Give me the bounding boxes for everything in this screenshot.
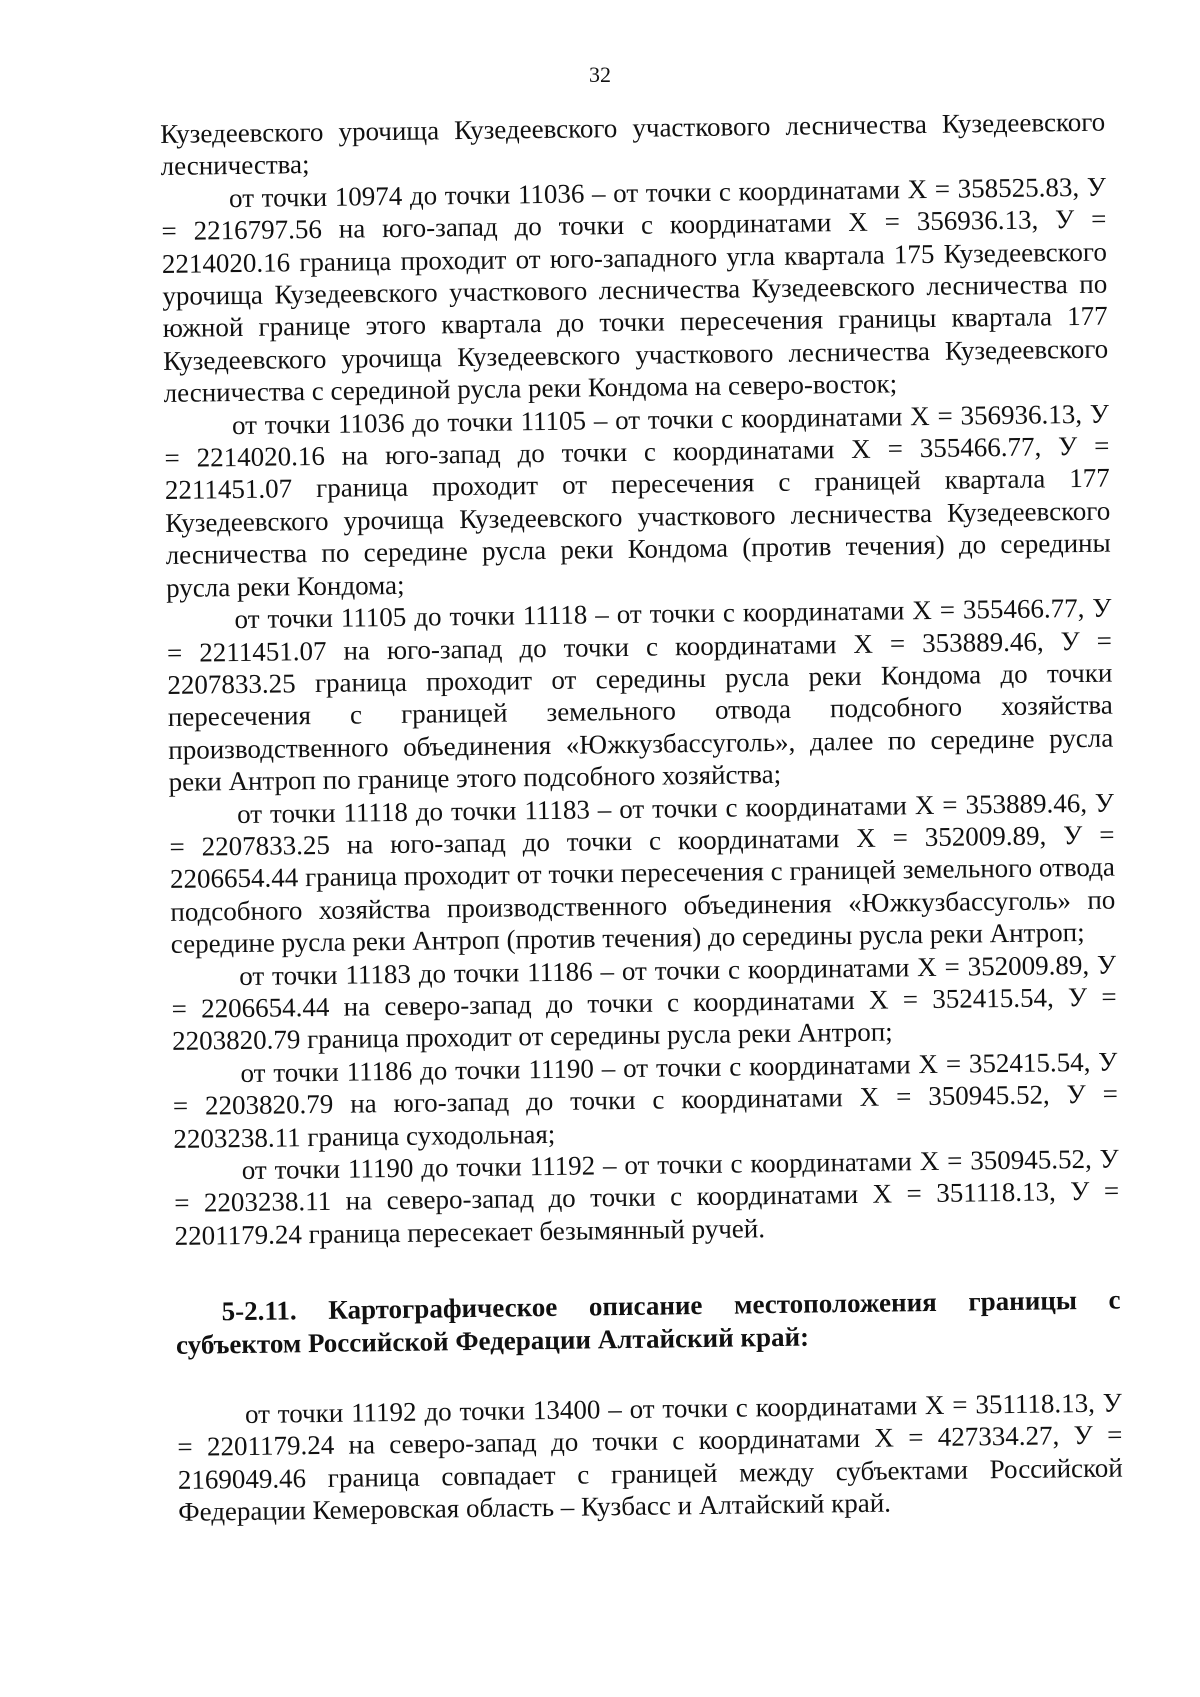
paragraph-9: от точки 11192 до точки 13400 – от точки с координатами Х = 351118.13, У = 2201179.24 на северо-запад до точки с координатами Х = 427334.27, У = 2169049.46 граница совпадает с границей между субъектами Российской Федерации Кемеровская область – Кузбасс и Алтайский край.	[177, 1387, 1123, 1528]
paragraph-5: от точки 11118 до точки 11183 – от точки с координатами Х = 353889.46, У = 2207833.25 на юго-запад до точки с координатами Х = 352009.89, У = 2206654.44 граница проходит от точки пересечения с границей земельного отвода подсобного хозяйства производственного объединения «Южкузбассуголь» по середине русла реки Антроп (против течения) до середины русла реки Антроп;	[169, 787, 1116, 960]
paragraph-4: от точки 11105 до точки 11118 – от точки с координатами Х = 355466.77, У = 2211451.07 на юго-запад до точки с координатами Х = 353889.46, У = 2207833.25 граница проходит от середины русла реки Кондома до точки пересечения с границей земельного отвода подсобного хозяйства производственного объединения «Южкузбассуголь», далее по середине русла реки Антроп по границе этого подсобного хозяйства;	[166, 592, 1114, 798]
section-heading: 5-2.11. Картографическое описание местоположения границы с субъектом Российской Федерации Алтайский край:	[175, 1284, 1121, 1360]
document-body	[160, 106, 1123, 1529]
paragraph-6: от точки 11183 до точки 11186 – от точки с координатами Х = 352009.89, У = 2206654.44 на северо-запад до точки с координатами Х = 352415.54, У = 2203820.79 граница проходит от середины русла реки Антроп;	[171, 949, 1117, 1057]
paragraph-2: от точки 10974 до точки 11036 – от точки с координатами Х = 358525.83, У = 2216797.56 на юго-запад до точки с координатами Х = 356936.13, У = 2214020.16 граница проходит от юго-западного угла квартала 175 Кузедеевского урочища Кузедеевского участкового лесничества Кузедеевского лесничества по южной границе этого квартала до точки пересечения границы квартала 177 Кузедеевского урочища Кузедеевского участкового лесничества Кузедеевского лесничества с серединой русла реки Кондома на северо-восток;	[161, 171, 1109, 409]
paragraph-3: от точки 11036 до точки 11105 – от точки с координатами Х = 356936.13, У = 2214020.16 на юго-запад до точки с координатами Х = 355466.77, У = 2211451.07 граница проходит от пересечения с границей квартала 177 Кузедеевского урочища Кузедеевского участкового лесничества Кузедеевского лесничества по середине русла реки Кондома (против течения) до середины русла реки Кондома;	[164, 398, 1111, 603]
paragraph-8: от точки 11190 до точки 11192 – от точки с координатами Х = 350945.52, У = 2203238.11 на северо-запад до точки с координатами Х = 351118.13, У = 2201179.24 граница пересекает безымянный ручей.	[174, 1143, 1120, 1251]
paragraph-1: Кузедеевского урочища Кузедеевского участкового лесничества Кузедеевского лесничества;	[160, 106, 1106, 182]
paragraph-7: от точки 11186 до точки 11190 – от точки с координатами Х = 352415.54, У = 2203820.79 на юго-запад до точки с координатами Х = 350945.52, У = 2203238.11 граница суходольная;	[172, 1046, 1119, 1154]
page-number: 32	[589, 62, 611, 87]
